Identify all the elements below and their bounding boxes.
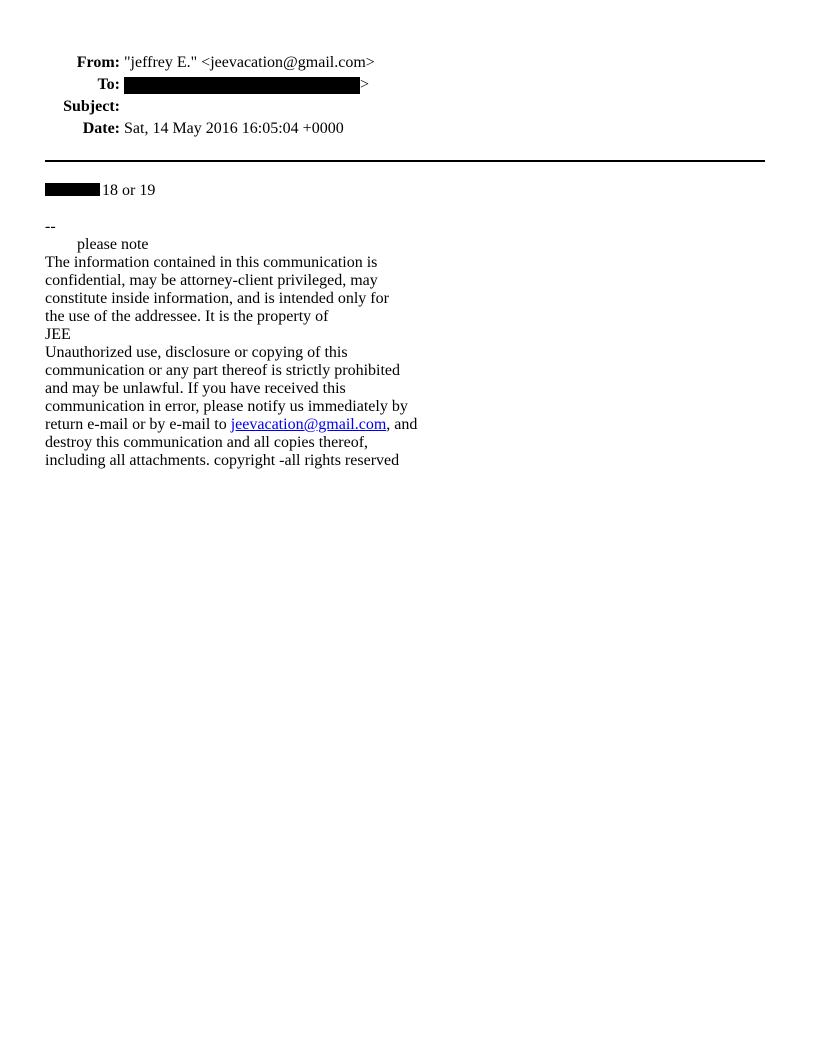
please-note: please note bbox=[77, 236, 149, 253]
disclaimer-line: communication or any part thereof is strictly prohibited bbox=[45, 362, 401, 379]
from-row bbox=[0, 52, 816, 74]
disclaimer-line: destroy this communication and all copies thereof, bbox=[45, 434, 369, 451]
to-value bbox=[124, 74, 369, 96]
from-value: "jeffrey E." <jeevacation@gmail.com> bbox=[124, 54, 375, 71]
from-label: From: bbox=[76, 54, 120, 71]
to-row bbox=[0, 74, 816, 96]
header-divider bbox=[45, 160, 765, 162]
signature-separator: -- bbox=[45, 218, 56, 235]
redaction-bar bbox=[45, 183, 100, 196]
return-text-after: , and bbox=[386, 416, 418, 433]
disclaimer-line: including all attachments. copyright -all rights reserved bbox=[45, 452, 400, 469]
message-line bbox=[45, 182, 785, 200]
disclaimer-line: constitute inside information, and is intended only for bbox=[45, 290, 389, 307]
spacer bbox=[45, 200, 785, 218]
date-row bbox=[0, 118, 816, 140]
email-link[interactable]: jeevacation@gmail.com bbox=[230, 416, 387, 433]
disclaimer-line: Unauthorized use, disclosure or copying of this bbox=[45, 344, 348, 361]
email-body bbox=[45, 182, 785, 470]
disclaimer-line: JEE bbox=[45, 326, 71, 343]
disclaimer-line: communication in error, please notify us immediately by bbox=[45, 398, 408, 415]
disclaimer-line: confidential, may be attorney-client privileged, may bbox=[45, 272, 378, 289]
email-header bbox=[0, 52, 816, 140]
disclaimer-line bbox=[45, 416, 785, 434]
message-text: 18 or 19 bbox=[102, 182, 156, 199]
date-label: Date: bbox=[82, 120, 120, 137]
redaction-bar bbox=[124, 77, 360, 94]
disclaimer-block bbox=[45, 254, 785, 470]
return-text: return e-mail or by e-mail to bbox=[45, 416, 231, 433]
subject-label: Subject: bbox=[63, 98, 120, 115]
to-suffix: > bbox=[360, 76, 370, 93]
disclaimer-line: and may be unlawful. If you have received this bbox=[45, 380, 346, 397]
date-value: Sat, 14 May 2016 16:05:04 +0000 bbox=[124, 120, 344, 137]
to-label: To: bbox=[97, 76, 120, 93]
subject-row bbox=[0, 96, 816, 118]
disclaimer-line: The information contained in this communication is bbox=[45, 254, 378, 271]
disclaimer-line: the use of the addressee. It is the property of bbox=[45, 308, 329, 325]
